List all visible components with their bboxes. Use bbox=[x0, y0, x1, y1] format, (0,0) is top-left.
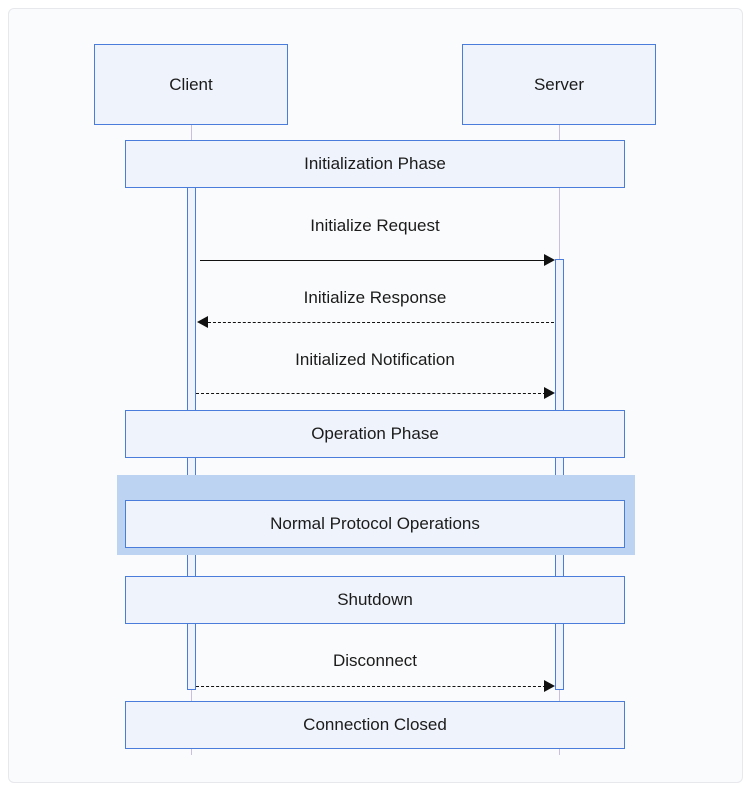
message-label-initialize-response: Initialize Response bbox=[303, 288, 447, 307]
message-line-initialize-request bbox=[200, 260, 546, 261]
phase-bar-shutdown[interactable] bbox=[125, 576, 625, 624]
message-label-initialized-notification: Initialized Notification bbox=[295, 350, 455, 369]
message-arrowhead-initialize-request bbox=[544, 254, 555, 266]
message-arrowhead-disconnect bbox=[544, 680, 555, 692]
actor-server[interactable] bbox=[462, 44, 656, 125]
message-arrowhead-initialized-notification bbox=[544, 387, 555, 399]
phase-label-normal-protocol-operations: Normal Protocol Operations bbox=[270, 514, 480, 533]
message-line-initialize-response bbox=[208, 322, 554, 323]
phase-label-operation-phase: Operation Phase bbox=[311, 424, 439, 443]
message-label-disconnect: Disconnect bbox=[332, 651, 418, 670]
phase-label-shutdown: Shutdown bbox=[337, 590, 413, 609]
phase-bar-normal-protocol-operations[interactable] bbox=[125, 500, 625, 548]
message-arrowhead-initialize-response bbox=[197, 316, 208, 328]
actor-server-label: Server bbox=[533, 74, 585, 94]
message-line-disconnect bbox=[196, 686, 546, 687]
phase-bar-operation-phase[interactable] bbox=[125, 410, 625, 458]
actor-client[interactable] bbox=[94, 44, 288, 125]
phase-label-initialization-phase: Initialization Phase bbox=[304, 154, 446, 173]
phase-label-connection-closed: Connection Closed bbox=[303, 715, 447, 734]
message-line-initialized-notification bbox=[196, 393, 546, 394]
message-label-initialize-request: Initialize Request bbox=[310, 216, 440, 235]
actor-client-label: Client bbox=[169, 74, 213, 94]
phase-bar-initialization-phase[interactable] bbox=[125, 140, 625, 188]
phase-bar-connection-closed[interactable] bbox=[125, 701, 625, 749]
